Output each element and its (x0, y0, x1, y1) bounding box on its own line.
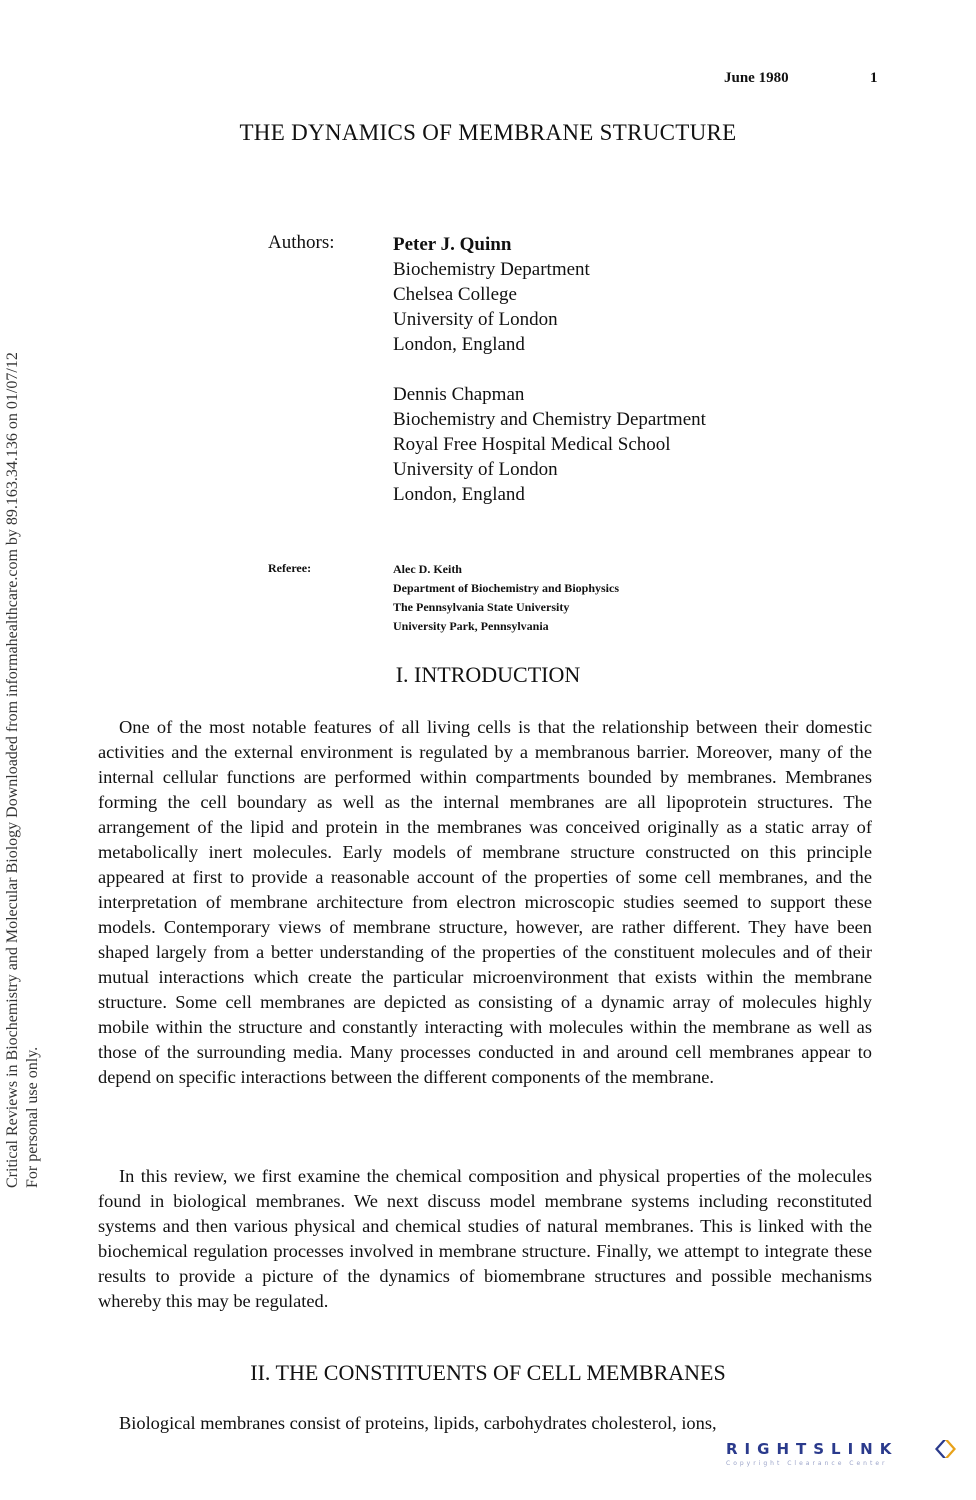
referee-label: Referee: (268, 561, 312, 575)
rightslink-sublabel: Copyright Clearance Center (726, 1460, 888, 1467)
author-name: Peter J. Quinn (393, 234, 512, 255)
author-block-chapman (393, 382, 706, 507)
body-paragraph: One of the most notable features of all living cells is that the relationship between their domestic activities and the external environment is regulated by a membranous barrier. Moreover, many of the internal cellular functions are performed within compartments bounded by membranes. Membranes forming the cell boundary as well as the internal membranes are all lipoprotein structures. The arrangement of the lipid and protein in the membranes was conceived originally as a static array of metabolically inert molecules. Early models of membrane structure constructed on this principle appeared at first to provide a reasonable account of the properties of some cell membranes, and the interpretation of membrane architecture from electron microscopic studies seemed to support these models. Contemporary views of membrane structure, however, are rather different. They have been shaped largely from a better understanding of the properties of the constituent molecules and of their mutual interactions which create the particular microenvironment that exists within the membrane structure. Some cell membranes are depicted as consisting of a dynamic array of molecules highly mobile within the structure and constantly interacting with molecules within the membrane as well as those of the surrounding media. Many processes conducted in and around cell membranes appear to depend on specific interactions between the different components of the membrane. (98, 717, 872, 1087)
author-affiliation-line: Chelsea College (393, 284, 517, 305)
rightslink-logo[interactable] (726, 1440, 966, 1474)
issue-date: June 1980 (724, 70, 789, 86)
authors-label: Authors: (268, 232, 335, 253)
author-block-quinn (393, 232, 590, 357)
referee-name: Alec D. Keith (393, 562, 462, 576)
author-affiliation-line: London, England (393, 334, 525, 355)
article-title: THE DYNAMICS OF MEMBRANE STRUCTURE (239, 120, 737, 145)
author-affiliation-line: Royal Free Hospital Medical School (393, 434, 671, 455)
author-affiliation-line: University of London (393, 309, 558, 330)
body-paragraph: In this review, we first examine the chemical composition and physical properties of the molecules found in biological membranes. We next discuss model membrane systems including reconstituted systems and then various physical and chemical studies of natural membranes. This is linked with the biochemical regulation processes involved in membrane structure. Finally, we attempt to integrate these results to provide a picture of the dynamics of biomembrane structures and possible mechanisms whereby this may be regulated. (98, 1166, 872, 1311)
section-heading-constituents: II. THE CONSTITUENTS OF CELL MEMBRANES (250, 1360, 726, 1385)
running-head (0, 70, 976, 90)
body-paragraph: Biological membranes consist of proteins, lipids, carbohydrates cholesterol, ions, (119, 1413, 717, 1433)
referee-affiliation-line: University Park, Pennsylvania (393, 619, 549, 633)
referee-block (393, 560, 619, 636)
author-affiliation-line: Biochemistry Department (393, 259, 590, 280)
section-heading-text: I. INTRODUCTION (395, 662, 581, 687)
referee-affiliation-line: The Pennsylvania State University (393, 600, 570, 614)
rightslink-arrows-icon (933, 1438, 959, 1460)
page-number: 1 (870, 70, 878, 86)
rightslink-label: RIGHTSLINK (726, 1440, 899, 1458)
author-affiliation-line: London, England (393, 484, 525, 505)
section-heading-introduction (0, 662, 976, 688)
author-affiliation-line: Biochemistry and Chemistry Department (393, 409, 706, 430)
author-affiliation-line: University of London (393, 459, 558, 480)
referee-affiliation-line: Department of Biochemistry and Biophysics (393, 581, 619, 595)
watermark-line-usage: For personal use only. (24, 1046, 41, 1188)
author-name: Dennis Chapman (393, 384, 525, 405)
watermark-line-source: Critical Reviews in Biochemistry and Molecular Biology Downloaded from informahealthcare.com by 89.163.34.136 on 01/07/12 (4, 352, 21, 1188)
